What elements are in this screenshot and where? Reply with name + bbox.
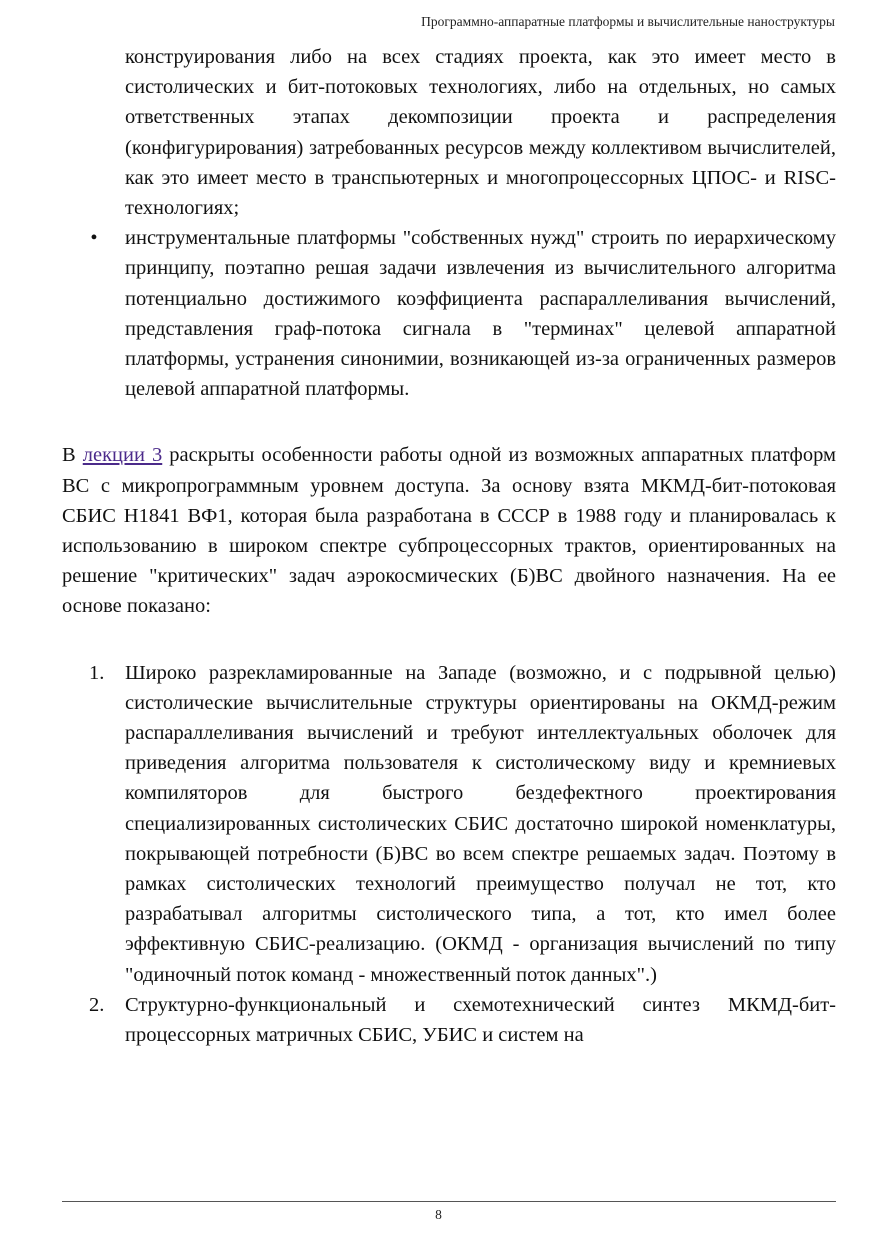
list-item-text: Широко разрекламированные на Западе (возможно, и с подрывной целью) систолические вычислительные структуры ориентированы на ОКМД-режим распараллеливания вычислений и требуют интеллектуальных оболочек для приведения алгоритма пользователя к систолическому виду и кремниевых компиляторов для быстрого бездефектного проектирования специализированных систолических СБИС достаточно широкой номенклатуры, покрывающей потребности (Б)ВС во всем спектре решаемых задач. Поэтому в рамках систолических технологий преимущество получал не тот, кто разрабатывал алгоритмы систолического типа, а тот, кто имел более эффективную СБИС-реализацию. (ОКМД - организация вычислений по типу "одиночный поток команд - множественный поток данных".) [125, 661, 836, 986]
numbered-list [62, 658, 836, 1051]
bullet-list [62, 223, 836, 404]
footer-divider [62, 1201, 836, 1202]
page-number: 8 [435, 1207, 442, 1222]
list-number: 1. [89, 661, 105, 684]
page-content [62, 42, 836, 1050]
paragraph-text: раскрыты особенности работы одной из возможных аппаратных платформ ВС с микропрограммным уровнем доступа. За основу взята МКМД-бит-потоковая СБИС Н1841 ВФ1, которая была разработана в СССР в 1988 году и планировалась к использованию в широком спектре субпроцессорных трактов, ориентированных на решение "критических" задач аэрокосмических (Б)ВС двойного назначения. На ее основе показано: [62, 444, 836, 618]
list-item [89, 658, 836, 990]
list-item-text: инструментальные платформы "собственных нужд" строить по иерархическому принципу, поэтапно решая задачи извлечения из вычислительного алгоритма потенциально достижимого коэффициента распараллеливания вычислений, представления граф-потока сигнала в "терминах" целевой аппаратной платформы, устранения синонимии, возникающей из-за ограниченных размеров целевой аппаратной платформы. [125, 227, 836, 401]
list-number: 2. [89, 993, 105, 1016]
lecture-3-link[interactable]: лекции 3 [82, 444, 163, 467]
running-header: Программно-аппаратные платформы и вычислительные наноструктуры [421, 14, 835, 29]
continued-list-text: конструирования либо на всех стадиях проекта, как это имеет место в систолических и бит-потоковых технологиях, либо на отдельных, но самых ответственных этапах декомпозиции проекта и распределения (конфигурирования) затребованных ресурсов между коллективом вычислителей, как это имеет место в транспьютерных и многопроцессорных ЦПОС- и RISC-технологиях; [125, 46, 836, 220]
list-item-text: Структурно-функциональный и схемотехнический синтез МКМД-бит-процессорных матричных СБИС, УБИС и систем на [125, 993, 836, 1047]
bullet-icon: • [90, 227, 98, 250]
list-item [89, 990, 836, 1050]
paragraph-prefix: В [62, 444, 83, 467]
body-paragraph [62, 440, 836, 621]
list-item [90, 223, 836, 404]
